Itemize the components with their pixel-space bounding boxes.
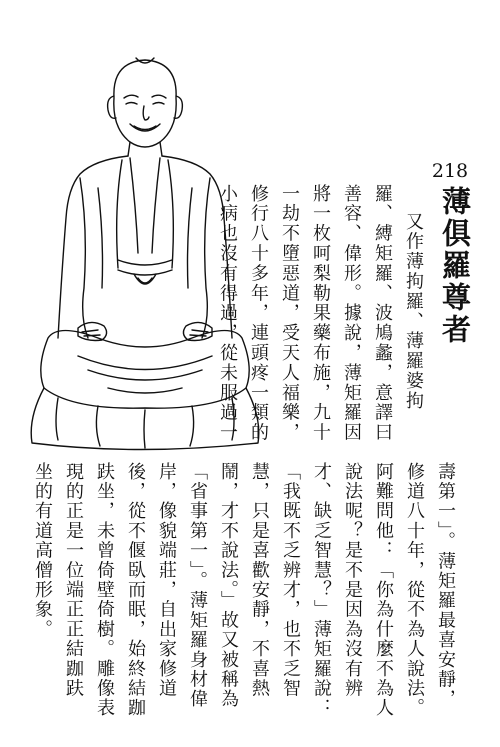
- body-column: 「省事第一」。薄矩羅身材偉: [187, 462, 208, 710]
- body-column: 壽第一」。薄矩羅最喜安靜，: [435, 462, 456, 710]
- body-column: 小病也沒有得過，從未服過一: [217, 184, 238, 443]
- entry-title: 薄俱羅尊者: [438, 186, 472, 346]
- body-column: 羅、縛矩羅、波鳩蠡，意譯曰: [372, 184, 393, 443]
- body-column: 又作薄拘羅、薄羅婆拘: [403, 212, 424, 411]
- body-column: 趺坐，未曾倚壁倚樹。雕像表: [94, 462, 115, 719]
- body-column: 坐的有道高僧形象。: [32, 462, 53, 640]
- body-column: 善容、偉形。據說，薄矩羅因: [341, 184, 362, 443]
- body-column: 說法呢？是不是因為沒有辨: [342, 462, 363, 699]
- body-column: 才、缺乏智慧？」薄矩羅說：: [311, 462, 332, 719]
- body-column: 將一枚呵梨勒果藥布施，九十: [310, 184, 331, 443]
- body-column: 修道八十年，從不為人說法。: [404, 462, 425, 719]
- body-column: 鬧，才不說法。」故又被稱為: [218, 462, 239, 710]
- body-column: 現的正是一位端正正結跏趺: [63, 462, 84, 699]
- body-column: 慧，只是喜歡安靜，不喜熱: [249, 462, 270, 699]
- entry-number: 218: [431, 160, 469, 182]
- body-column: 「我既不乏辨才，也不乏智: [280, 462, 301, 699]
- body-column: 阿難問他：「你為什麼不為人: [373, 462, 394, 719]
- body-column: 後，從不偃臥而眠，始終結跏: [125, 462, 146, 719]
- body-column: 一劫不墮惡道，受天人福樂，: [279, 184, 300, 443]
- body-column: 修行八十多年，連頭疼一類的: [248, 184, 269, 443]
- body-column: 岸，像貌端莊，自出家修道: [156, 462, 177, 699]
